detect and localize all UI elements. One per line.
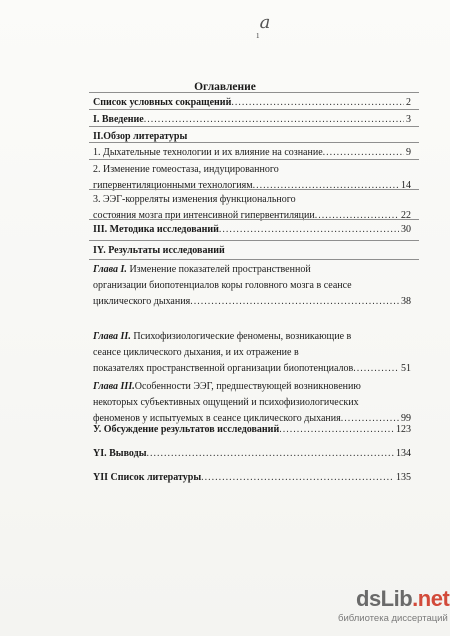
watermark bbox=[338, 586, 448, 632]
toc-page-number: 2 bbox=[406, 97, 411, 108]
toc-line bbox=[93, 223, 411, 236]
toc-line-text: гипервентиляционными технологиям bbox=[93, 180, 253, 191]
toc-line-text: Глава III.Особенности ЭЭГ, предшествующей возникновению bbox=[93, 381, 361, 392]
toc-entry bbox=[89, 259, 419, 328]
toc-line-text: состояния мозга при интенсивной гипервентиляции bbox=[93, 210, 315, 221]
dot-leader bbox=[231, 96, 404, 109]
toc-page-number: 3 bbox=[406, 114, 411, 125]
toc-line bbox=[93, 96, 411, 109]
dot-leader bbox=[147, 447, 394, 460]
toc-entry bbox=[89, 327, 419, 377]
toc-line-text: II.Обзор литературы bbox=[93, 131, 188, 142]
chapter-label: Глава III. bbox=[93, 381, 135, 392]
toc-entry bbox=[89, 109, 419, 127]
toc-line bbox=[93, 146, 411, 159]
toc-line bbox=[93, 244, 411, 257]
toc-line-text: YII Список литературы bbox=[93, 472, 202, 483]
toc-line-text: 3. ЭЭГ-корреляты изменения функционального bbox=[93, 194, 296, 205]
toc-line bbox=[93, 380, 411, 393]
toc-entry bbox=[89, 219, 419, 241]
toc-line bbox=[93, 330, 411, 343]
toc-entry bbox=[89, 444, 419, 468]
toc-page-number: 30 bbox=[401, 224, 411, 235]
toc-page-number: 51 bbox=[401, 363, 411, 374]
toc-line-text: некоторых субъективных ощущений и психофизиологических bbox=[93, 397, 359, 408]
dot-leader bbox=[279, 423, 394, 436]
toc-line-text: Глава I. Изменение показателей пространственной bbox=[93, 264, 311, 275]
toc-line-text: YI. Выводы bbox=[93, 448, 147, 459]
toc-line bbox=[93, 362, 411, 375]
toc-line bbox=[93, 193, 411, 206]
watermark-subtitle: библиотека диссертаций bbox=[338, 613, 448, 624]
toc-line-text: организации биопотенциалов коры головного мозга в сеансе bbox=[93, 280, 352, 291]
toc-line-text: циклического дыхания bbox=[93, 296, 191, 307]
toc-entry bbox=[89, 377, 419, 424]
toc-line-text: У. Обсуждение результатов исследований bbox=[93, 424, 280, 435]
toc-entry bbox=[89, 420, 419, 444]
toc-line bbox=[93, 396, 411, 409]
handwritten-mark: a bbox=[259, 12, 271, 33]
toc-line bbox=[93, 447, 411, 460]
toc-line-text: феноменов у испытуемых в сеансе циклического дыхания bbox=[93, 413, 341, 424]
toc-line-text: Список условных сокращений bbox=[93, 97, 232, 108]
toc-page-number: 14 bbox=[401, 180, 411, 191]
toc-entry bbox=[89, 468, 419, 492]
toc-page-number: 99 bbox=[401, 413, 411, 424]
toc-page-number: 38 bbox=[401, 296, 411, 307]
dot-leader bbox=[323, 146, 404, 159]
dot-leader bbox=[201, 471, 394, 484]
toc-page-number: 134 bbox=[396, 448, 411, 459]
toc-line bbox=[93, 163, 411, 176]
toc-line bbox=[93, 346, 411, 359]
toc-line bbox=[93, 471, 411, 484]
toc-entry bbox=[89, 189, 419, 220]
toc-line bbox=[93, 113, 411, 126]
page-number: 1 bbox=[256, 32, 260, 40]
toc-entry bbox=[89, 240, 419, 260]
toc-line bbox=[93, 423, 411, 436]
toc-page-number: 123 bbox=[396, 424, 411, 435]
toc-page-number: 9 bbox=[406, 147, 411, 158]
toc-line-text: III. Методика исследований bbox=[93, 224, 219, 235]
dot-leader bbox=[144, 113, 404, 126]
toc-entry bbox=[89, 142, 419, 160]
toc-title: Оглавление bbox=[194, 81, 256, 93]
toc-entry bbox=[89, 159, 419, 190]
dot-leader bbox=[219, 223, 399, 236]
toc-line-text: сеансе циклического дыхания, и их отражение в bbox=[93, 347, 299, 358]
toc-entry bbox=[89, 92, 419, 110]
toc-line bbox=[93, 295, 411, 308]
toc-line bbox=[93, 263, 411, 276]
chapter-label: Глава II. bbox=[93, 331, 131, 342]
toc-line-text: показателях пространственной организации биопотенциалов bbox=[93, 363, 354, 374]
dot-leader bbox=[353, 362, 399, 375]
watermark-logo: dsLib.net bbox=[356, 586, 450, 611]
toc-line bbox=[93, 279, 411, 292]
dot-leader bbox=[190, 295, 399, 308]
toc-line-text: 2. Изменение гомеостаза, индуцированного bbox=[93, 164, 279, 175]
toc-line-text: I. Введение bbox=[93, 114, 144, 125]
toc-line-text: IY. Результаты исследований bbox=[93, 245, 225, 256]
toc-entry bbox=[89, 126, 419, 143]
toc-line-text: Глава II. Психофизиологические феномены, возникающие в bbox=[93, 331, 352, 342]
toc-line-text: 1. Дыхательные технологии и их влияние на сознание bbox=[93, 147, 323, 158]
toc-page-number: 22 bbox=[401, 210, 411, 221]
toc-page-number: 135 bbox=[396, 472, 411, 483]
chapter-label: Глава I. bbox=[93, 264, 127, 275]
